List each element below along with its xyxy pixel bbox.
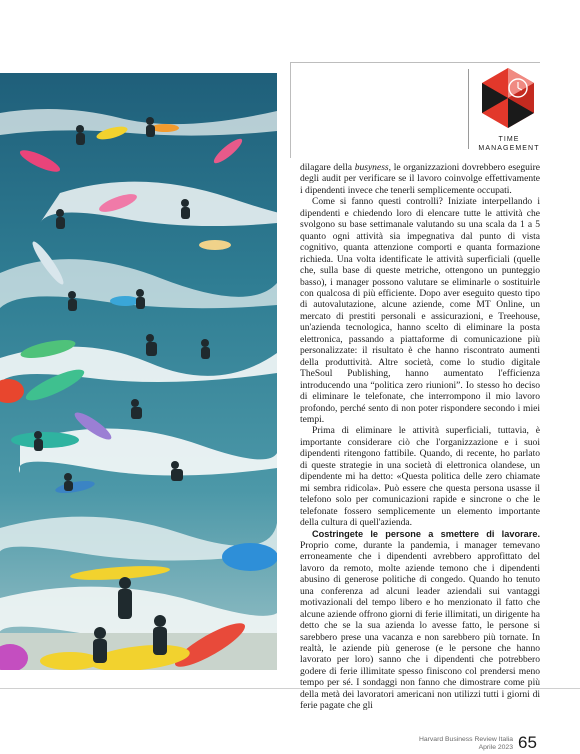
- column-divider-vertical: [290, 62, 291, 158]
- text-run: , le organizzazioni dovrebbero eseguire degli audit per verificare se il lavoro coinvolge effettivamente i dipendenti invece che tenerli semplicemente occupati.: [300, 162, 540, 196]
- article-paragraph: Come si fanno questi controlli? Iniziate interpellando i dipendenti e chiedendo loro di elencare tutte le attività che svolgono su base settimanale valutando su una scala da 1 a 5 quanto ogni attività sia impegnativa dal punto di vista cognitivo, quanta attenzione comporti e quanta formazione richieda. Una volta identificate le attività superficiali (quelle che, sulla base di queste metriche, ottengono un punteggio basso), i manager possono valutare se eliminarle o sostituirle con qualcosa di più efficiente. Dopo aver eseguito questo tipo di autovalutazione, alcune aziende, come MT Online, un mercato di prestiti personali e assicurazioni, e Treehouse, un'azienda tecnologica, hanno scelto di eliminare la posta elettronica, passando a piattaforme di comunicazione più personalizzate: il risultato è che hanno riscontrato aumenti della produttività. Altre società, come lo studio digitale TheSoul Publishing, hanno aumentato l'efficienza introducendo una “politica zero riunioni”. Io stesso ho deciso di eliminare le telefonate, che interrompono il mio lavoro profondo, perché sento di non poter rispondere secondo i miei tempi.: [300, 196, 540, 425]
- text-run: Proprio come, durante la pandemia, i manager temevano erroneamente che i dipendenti avrebbero approfittato del lavoro da remoto, molte aziende temono che i dipendenti abusino di generose politiche di congedo. Quando ho tenuto una conferenza ad alcuni leader aziendali sui vantaggi motivazionali del tempo libero e ho menzionato il fatto che alcune aziende offrono giorni di ferie illimitati, un dirigente ha detto che se la sua azienda lo avesse fatto, le persone si sarebbero prese una vacanza e non sarebbero più tornate. In realtà, le aziende più generose (e le persone che hanno lavorato per loro) sanno che i dipendenti che potrebbero godere di ferie illimitate spesso finiscono col prendersi meno tempo per sé. I sondaggi non fanno che dimostrare come più della metà dei lavoratori americani non utilizzi tutti i giorni di ferie pagate che gli: [300, 539, 540, 712]
- time-management-emblem-icon: [474, 64, 542, 132]
- text-run: dilagare della: [300, 162, 355, 173]
- emphasis-text: busyness: [354, 162, 389, 173]
- surfers-in-waves-image: [0, 73, 277, 670]
- header-rule: [290, 62, 540, 63]
- publication-info: [395, 736, 513, 752]
- issue-date: Aprile 2023: [478, 744, 513, 751]
- surfers-photo: [0, 73, 277, 670]
- publication-name: Harvard Business Review Italia: [418, 736, 513, 743]
- section-label-line2: MANAGEMENT: [478, 144, 540, 152]
- page-number: 65: [518, 733, 537, 752]
- badge-divider: [468, 69, 469, 149]
- article-paragraph: Prima di eliminare le attività superficiali, tuttavia, è importante considerare ciò che l'organizzazione e i suoi dipendenti ritengono fattibile. Quando, di recente, ho parlato di queste strategie in una società di elettronica olandese, un dipendente mi ha detto: «Questa politica delle zero chiamate mi sembra ridicola». Può essere che questa persona usasse il telefono solo per comunicazioni rapide e sincrone o che le telefonate fossero semplicemente un elemento importante della cultura di quell'azienda.: [300, 425, 540, 529]
- section-label: [470, 136, 548, 153]
- article-paragraph: [300, 162, 540, 196]
- article-paragraph: [300, 529, 540, 712]
- section-label-line1: TIME: [498, 136, 520, 143]
- article-column: [300, 162, 540, 712]
- paragraph-lead-in: Costringete le persone a smettere di lavorare.: [312, 528, 540, 539]
